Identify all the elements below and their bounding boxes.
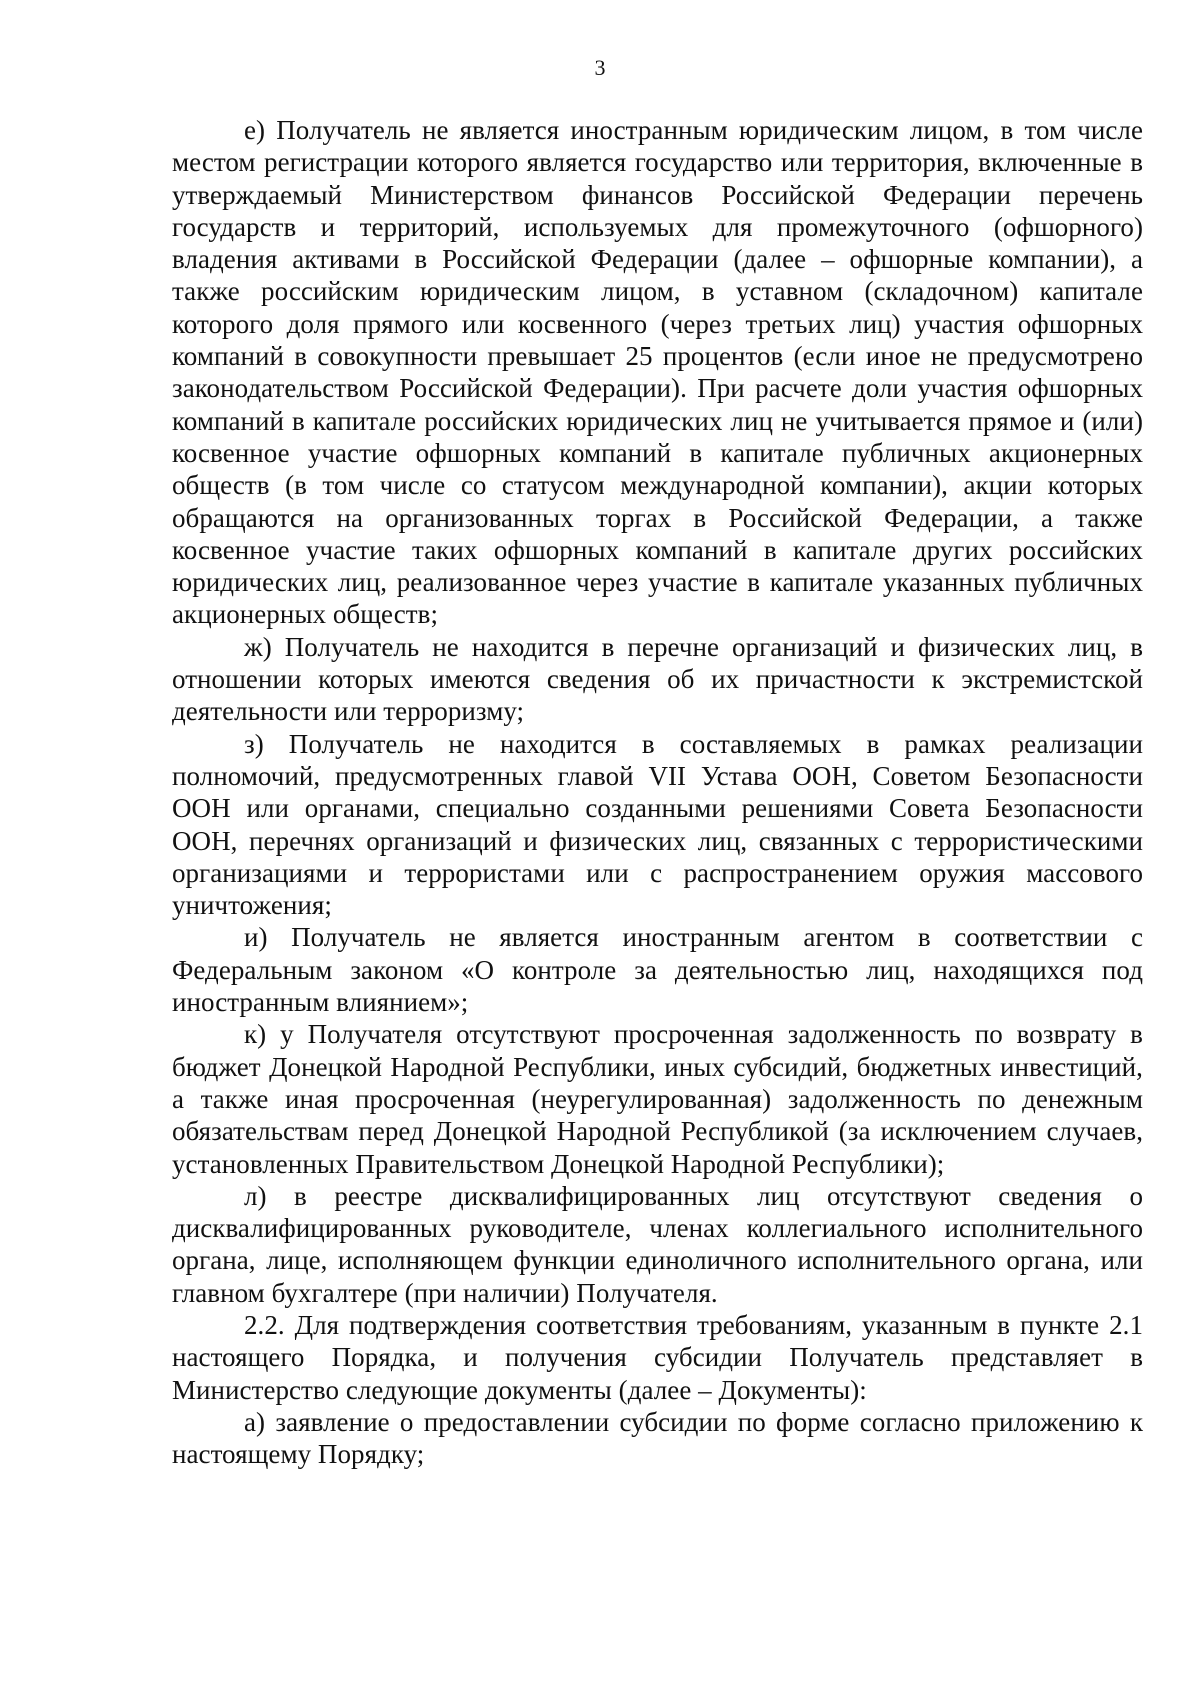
paragraph-z: з) Получатель не находится в составляемых в рамках реализации полномочий, предусмотренных главой VII Устава ООН, Советом Безопасности ООН или органами, специально созданными решениями Совета Безопасности ООН, перечнях организаций и физических лиц, связанных с террористическими организациями и террористами или с распространением оружия массового уничтожения; <box>172 728 1143 921</box>
paragraph-i: и) Получатель не является иностранным агентом в соответствии с Федеральным законом «О контроле за деятельностью лиц, находящихся под иностранным влиянием»; <box>172 922 1143 1018</box>
document-body <box>172 114 1143 1470</box>
paragraph-e: е) Получатель не является иностранным юридическим лицом, в том числе местом регистрации которого является государство или территория, включенные в утверждаемый Министерством финансов Российской Федерации перечень государств и территорий, используемых для промежуточного (офшорного) владения активами в Российской Федерации (далее – офшорные компании), а также российским юридическим лицом, в уставном (складочном) капитале которого доля прямого или косвенного (через третьих лиц) участия офшорных компаний в совокупности превышает 25 процентов (если иное не предусмотрено законодательством Российской Федерации). При расчете доли участия офшорных компаний в капитале российских юридических лиц не учитывается прямое и (или) косвенное участие офшорных компаний в капитале публичных акционерных обществ (в том числе со статусом международной компании), акции которых обращаются на организованных торгах в Российской Федерации, а также косвенное участие таких офшорных компаний в капитале других российских юридических лиц, реализованное через участие в капитале указанных публичных акционерных обществ; <box>172 115 1143 630</box>
paragraph-k: к) у Получателя отсутствуют просроченная задолженность по возврату в бюджет Донецкой Народной Республики, иных субсидий, бюджетных инвестиций, а также иная просроченная (неурегулированная) задолженность по денежным обязательствам перед Донецкой Народной Республикой (за исключением случаев, установленных Правительством Донецкой Народной Республики); <box>172 1019 1143 1179</box>
paragraph-zh: ж) Получатель не находится в перечне организаций и физических лиц, в отношении которых имеются сведения об их причастности к экстремистской деятельности или терроризму; <box>172 631 1143 727</box>
page-number: 3 <box>594 55 606 80</box>
paragraph-a: а) заявление о предоставлении субсидии по форме согласно приложению к настоящему Порядку; <box>172 1406 1143 1470</box>
paragraph-2-2: 2.2. Для подтверждения соответствия требованиям, указанным в пункте 2.1 настоящего Порядка, и получения субсидии Получатель представляет в Министерство следующие документы (далее – Документы): <box>172 1309 1143 1405</box>
paragraph-l: л) в реестре дисквалифицированных лиц отсутствуют сведения о дисквалифицированных руководителе, членах коллегиального исполнительного органа, лице, исполняющем функции единоличного исполнительного органа, или главном бухгалтере (при наличии) Получателя. <box>172 1180 1143 1308</box>
